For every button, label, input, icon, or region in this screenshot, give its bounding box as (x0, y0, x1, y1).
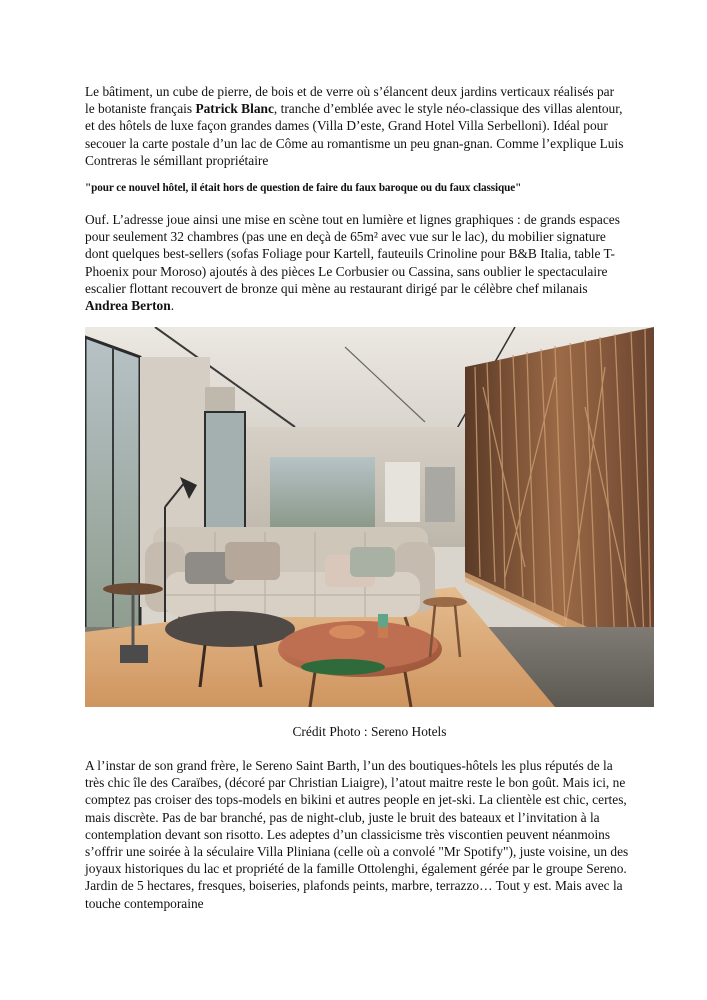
comparison-text: A l’instar de son grand frère, le Sereno Saint Barth, l’un des boutiques-hôtels les plus réputés de la très chic île des Caraïbes, (décoré par Christian Liaigre), l’atout maitre reste le bon goût. Mais ici, ne comptez pas croiser des tops-models en bikini et autres people en jet-ski. La clientèle est chic, certes, mais discrète. Pas de bar branché, pas de night-club, juste le bruit des bateaux et l’invitation à la contemplation devant son risotto. Les adeptes d’un classicisme très viscontien peuvent néanmoins s’offrir une soirée à la séculaire Villa Pliniana (celle où a convolé "Mr Spotify"), juste voisine, un des joyaux historiques du lac et propriété de la famille Ottolenghi, également gérée par le groupe Sereno. Jardin de 5 hectares, fresques, boiseries, plafonds peints, marbre, terrazzo… Tout y est. Mais avec la touche contemporaine (85, 758, 629, 911)
intro-text-2: , tranche d’emblée avec le style néo-classique des villas alentour, et des hôtels de luxe façon grandes dames (Villa D’este, Grand Hotel Villa Serbelloni). Idéal pour secouer la carte postale d’un lac de Côme au romantisme un peu gnan-gnan. Comme l’explique Luis Contreras le sémillant propriétaire (85, 101, 624, 168)
design-text-2: . (170, 298, 175, 314)
design-text-1: Ouf. L’adresse joue ainsi une mise en scène tout en lumière et lignes graphiques : de grands espaces pour seulement 32 chambres (pas une en deçà de 65m² avec vue sur le lac), du mobilier signature dont quelques best-sellers (sofas Foliage pour Kartell, fauteuils Crinoline pour B&B Italia, table T-Phoenix pour Moroso) ajoutés à des pièces Le Corbusier ou Cassina, sans oublier le spectaculaire escalier flottant recouvert de bronze qui mène au restaurant dirigé par le célèbre chef milanais (85, 212, 620, 296)
pull-quote: "pour ce nouvel hôtel, il était hors de question de faire du faux baroque ou du faux classique" (85, 182, 522, 194)
paragraph-design (85, 211, 625, 314)
hotel-lounge-photo (85, 327, 654, 707)
botanist-name: Patrick Blanc (195, 101, 274, 117)
paragraph-comparison (85, 757, 630, 912)
lounge-illustration (85, 327, 654, 707)
chef-name: Andrea Berton (85, 298, 171, 314)
photo-caption: Crédit Photo : Sereno Hotels (292, 724, 447, 739)
paragraph-intro (85, 83, 625, 169)
intro-text-1: Le bâtiment, un cube de pierre, de bois et de verre où s’élancent deux jardins verticaux réalisés par le botaniste français (85, 84, 615, 117)
